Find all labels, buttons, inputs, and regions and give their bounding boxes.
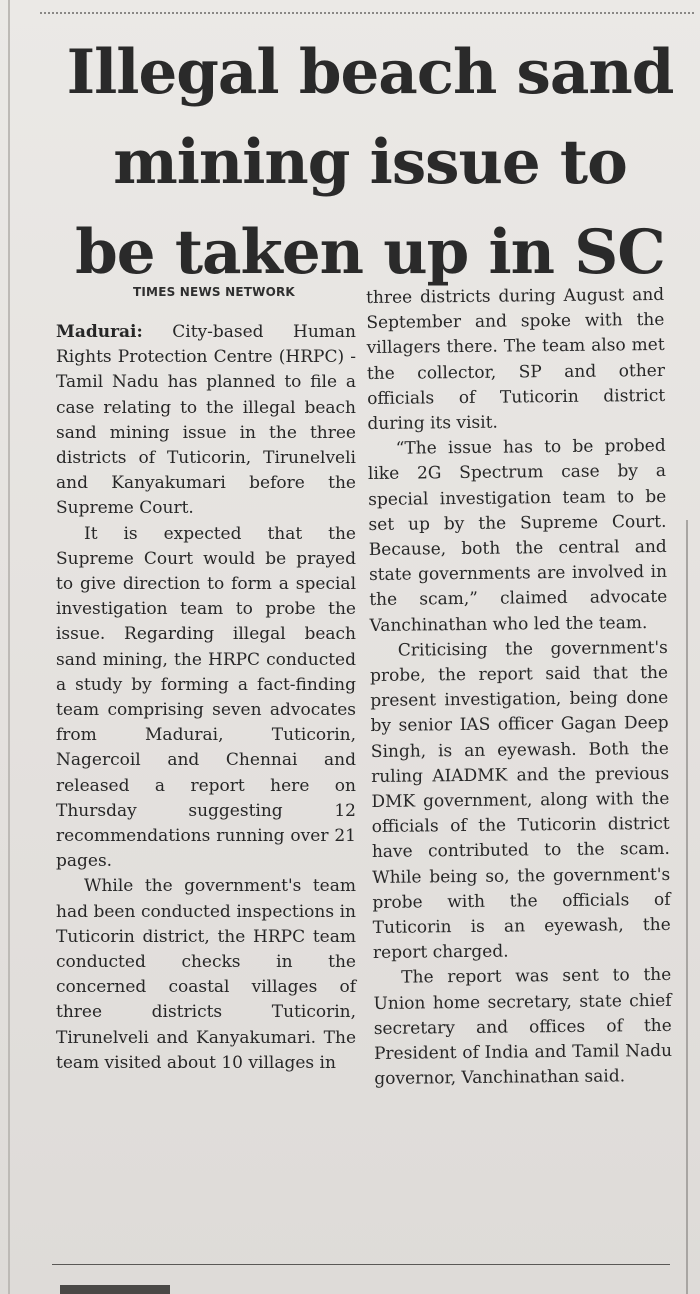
article-column-right [366,283,672,1093]
column-rule [686,520,688,1294]
clipping-left-edge [8,0,10,1294]
paragraph: Criticising the government's probe, the report said that the present investigation, being done by senior IAS officer Gagan Deep Singh, is an eyewash. Both the ruling AIADMK and the previous DMK government, along with the officials of the Tuticorin district have contributed to the scam. While being so, the government's probe with the officials of Tuticorin is an eyewash, the report charged. [369,637,671,964]
bottom-rule [52,1264,670,1265]
dateline: Madurai: [56,322,143,342]
byline: TIMES NEWS NETWORK [133,285,295,299]
article-column-left [56,320,356,1076]
paragraph [56,320,356,522]
paragraph: The report was sent to the Union home secretary, state chief secretary and offices of the President of India and Tamil Nadu governor, Vanchinathan said. [373,965,673,1090]
article-headline: Illegal beach sand mining issue to be taken up in SC [66,37,674,288]
paragraph: It is expected that the Supreme Court would be prayed to give direction to form a special investigation team to probe the issue. Regarding illegal beach sand mining, the HRPC conducted a study by forming a fact-finding team comprising seven advocates from Madurai, Tuticorin, Nagercoil and Chennai and released a report here on Thursday suggesting 12 recommendations running over 21 pages. [56,523,356,872]
top-dotted-rule [40,12,694,14]
next-article-fragment [60,1285,170,1294]
paragraph: While the government's team had been conducted inspections in Tuticorin district, the HRPC team conducted checks in the concerned coastal villages of three districts Tuticorin, Tirunelveli and Kanyakumari. The team visited about 10 villages in [56,876,356,1073]
paragraph: three districts during August and September and spoke with the villagers there. The team also met the collector, SP and other officials of Tuticorin district during its visit. [366,284,666,435]
paragraph-text: City-based Human Rights Protection Centre (HRPC) - Tamil Nadu has planned to file a case relating to the illegal beach sand mining issue in the three districts of Tuticorin, Tirunelveli and Kanyakumari before the Supreme Court. [56,322,356,519]
paragraph: “The issue has to be probed like 2G Spectrum case by a special investigation team to be set up by the Supreme Court. Because, both the central and state governments are involved in the scam,” claimed advocate Vanchinathan who led the team. [367,436,668,636]
